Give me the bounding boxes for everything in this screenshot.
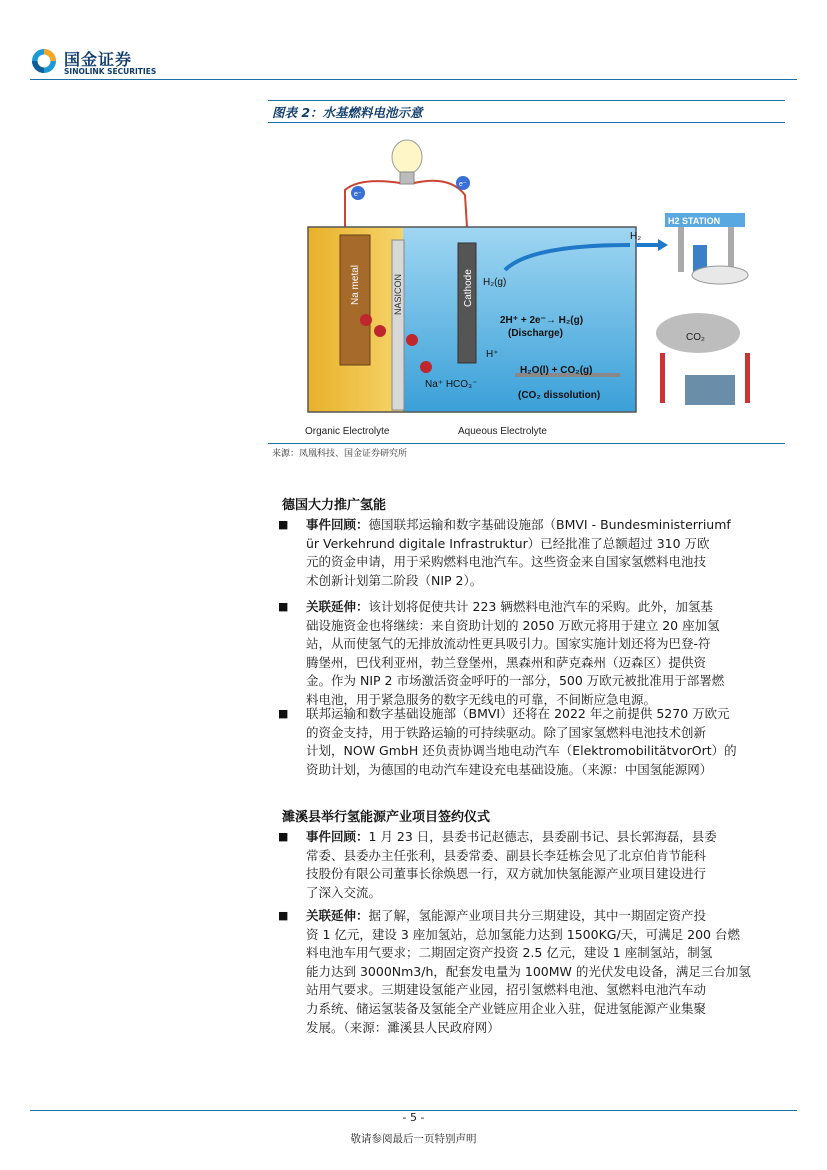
figure-source-rule <box>268 443 785 444</box>
svg-text:NASICON: NASICON <box>393 273 403 315</box>
text-line: 础设施资金也将继续：来自资助计划的 2050 万欧元将用于建立 20 座加氢 <box>306 617 720 633</box>
light-bulb-icon <box>392 140 422 184</box>
svg-text:Cathode: Cathode <box>463 269 474 307</box>
text-line: 联邦运输和数字基础设施部（BMVI）还将在 2022 年之前提供 5270 万欧元 <box>306 706 730 721</box>
text-line: 关联延伸：该计划将促使共计 223 辆燃料电池汽车的采购。此外，加氢基 <box>306 599 713 614</box>
text-line: 计划，NOW GmbH 还负责协调当地电动汽车（ElektromobilitätvorOrt）的 <box>306 743 737 759</box>
section-title-suixi: 濉溪县举行氢能源产业项目签约仪式 <box>282 810 491 825</box>
figure-title-rule-bottom <box>268 122 785 123</box>
lead-label: 关联延伸： <box>306 908 369 923</box>
svg-text:e⁻: e⁻ <box>459 181 467 188</box>
header-rule <box>30 79 797 80</box>
lead-label: 关联延伸： <box>306 599 369 614</box>
bullet-icon: ■ <box>278 600 289 613</box>
text-line: 常委、县委办主任张利，县委常委、副县长李廷栋会见了北京伯肯节能科 <box>306 847 707 863</box>
bullet-icon: ■ <box>278 707 289 720</box>
text-line: 事件回顾：德国联邦运输和数字基础设施部（BMVI - Bundesministerriumf <box>306 517 731 532</box>
text-line: 资 1 亿元，建设 3 座加氢站，总加氢能力达到 1500KG/天，可满足 200 台燃 <box>306 926 740 942</box>
text-line: 技股份有限公司董事长徐焕恩一行，双方就加快氢能源产业项目建设进行 <box>306 866 707 882</box>
svg-text:H₂O(l) + CO₂(g): H₂O(l) + CO₂(g) <box>520 365 593 376</box>
bullet-icon: ■ <box>278 830 289 843</box>
svg-text:CO₂: CO₂ <box>686 332 705 343</box>
text-line: 元的资金申请，用于采购燃料电池汽车。这些资金来自国家氢燃料电池技 <box>306 554 707 570</box>
paragraph-germany-event <box>306 516 786 590</box>
text-line: 关联延伸：据了解，氢能源产业项目共分三期建设，其中一期固定资产投 <box>306 908 707 923</box>
paragraph-germany-bmvi <box>306 705 786 779</box>
text-line: 资助计划，为德国的电动汽车建设充电基础设施。（来源：中国氢能源网） <box>306 761 713 777</box>
svg-text:2H⁺ + 2e⁻→ H₂(g): 2H⁺ + 2e⁻→ H₂(g) <box>500 315 584 326</box>
figure-title: 图表 2：水基燃料电池示意 <box>272 105 423 120</box>
text-line: 事件回顾：1 月 23 日，县委书记赵德志，县委副书记、县长郭海磊，县委 <box>306 829 717 844</box>
lead-label: 事件回顾： <box>306 829 369 844</box>
factory-co2-icon <box>656 313 750 405</box>
svg-text:Aqueous Electrolyte: Aqueous Electrolyte <box>458 426 547 437</box>
text-line: ür Verkehrund digitale Infrastruktur）已经批准了总额超过 310 万欧 <box>306 535 710 551</box>
nasicon-membrane <box>392 240 404 410</box>
text-line: 术创新计划第二阶段（NIP 2）。 <box>306 572 483 588</box>
figure-title-rule-top <box>268 100 785 101</box>
svg-text:H₂: H₂ <box>630 231 642 242</box>
logo-chinese-name: 国金证券 <box>64 50 133 69</box>
text-line: 站用气要求。三期建设氢能产业园，招引氢燃料电池、氢燃料电池汽车动 <box>306 982 707 998</box>
bullet-icon: ■ <box>278 518 289 531</box>
text-line: 料电池车用气要求；二期固定资产投资 2.5 亿元，建设 1 座制氢站，制氢 <box>306 945 713 961</box>
svg-text:H⁺: H⁺ <box>486 349 499 360</box>
svg-text:H2 STATION: H2 STATION <box>668 216 721 226</box>
logo-english-name: SINOLINK SECURITIES <box>64 67 157 76</box>
svg-text:e⁻: e⁻ <box>354 191 362 198</box>
section-title-germany: 德国大力推广氢能 <box>282 498 387 513</box>
svg-text:Organic Electrolyte: Organic Electrolyte <box>305 426 390 437</box>
footer-disclaimer: 敬请参阅最后一页特别声明 <box>350 1133 477 1145</box>
company-logo <box>30 44 180 78</box>
fuel-cell-diagram <box>300 135 770 440</box>
svg-text:Na⁺ HCO₃⁻: Na⁺ HCO₃⁻ <box>425 379 478 390</box>
h2-station-icon <box>665 213 748 284</box>
paragraph-suixi-extension <box>306 907 786 1037</box>
paragraph-suixi-event <box>306 828 786 902</box>
text-line: 料电池，用于紧急服务的数字无线电的可靠，不间断应急电源。 <box>306 691 657 707</box>
bullet-icon: ■ <box>278 909 289 922</box>
svg-text:Na metal: Na metal <box>350 264 361 305</box>
svg-text:H₂(g): H₂(g) <box>483 277 507 288</box>
paragraph-germany-extension <box>306 598 786 710</box>
page-number: - 5 - <box>402 1111 425 1124</box>
text-line: 的资金支持，用于铁路运输的可持续驱动。除了国家氢燃料电池技术创新 <box>306 724 707 740</box>
text-line: 腾堡州，巴伐利亚州，勃兰登堡州，黑森州和萨克森州（迈森区）提供资 <box>306 654 707 670</box>
figure-source: 来源：凤凰科技、国金证券研究所 <box>272 449 408 459</box>
svg-text:(CO₂ dissolution): (CO₂ dissolution) <box>518 390 601 401</box>
text-line: 金。作为 NIP 2 市场激活资金呼吁的一部分，500 万欧元被批准用于部署燃 <box>306 673 725 689</box>
text-line: 站，从而使氢气的无排放流动性更具吸引力。国家实施计划还将为巴登-符 <box>306 636 711 652</box>
svg-text:(Discharge): (Discharge) <box>508 328 564 339</box>
text-line: 力系统、储运氢装备及氢能全产业链应用企业入驻，促进氢能源产业集聚 <box>306 1000 707 1016</box>
text-line: 了深入交流。 <box>306 884 382 900</box>
lead-label: 事件回顾： <box>306 517 369 532</box>
text-line: 能力达到 3000Nm3/h，配套发电量为 100MW 的光伏发电设备，满足三台加氢 <box>306 963 751 979</box>
text-line: 发展。（来源：濉溪县人民政府网） <box>306 1019 500 1035</box>
